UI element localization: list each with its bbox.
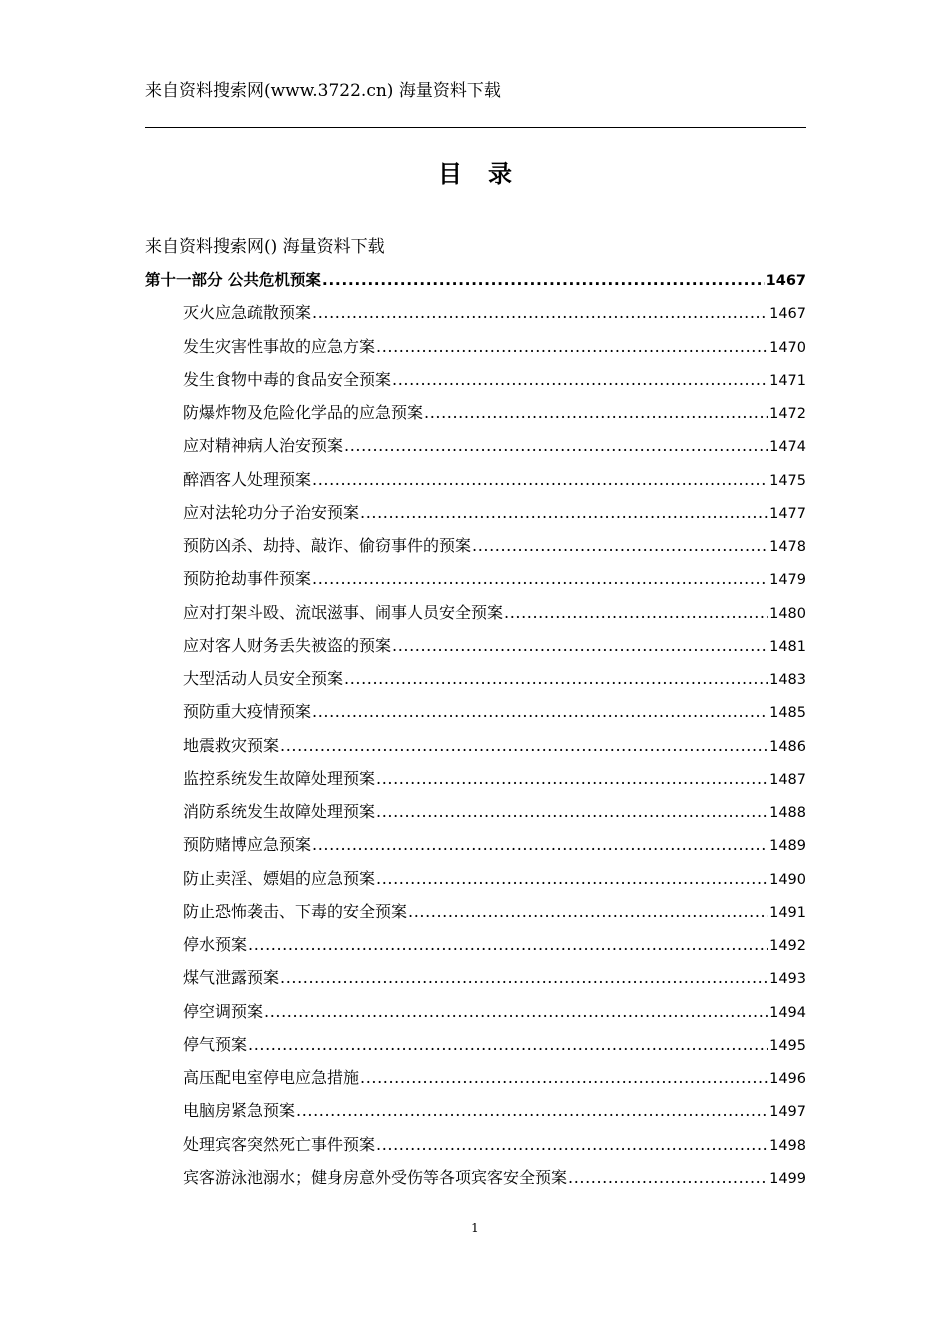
toc-entry-page: 1488	[769, 805, 806, 821]
toc-dot-leader	[504, 599, 768, 627]
toc-entry-label: 高压配电室停电应急措施	[183, 1068, 360, 1087]
toc-entry-label: 预防赌博应急预案	[183, 835, 312, 855]
toc-entry-label: 发生食物中毒的食品安全预案	[183, 369, 392, 389]
toc-dot-leader	[568, 1164, 768, 1192]
toc-entry-page: 1481	[769, 638, 806, 655]
toc-entry[interactable]	[145, 1064, 806, 1097]
toc-entry-label: 预防凶杀、劫持、敲诈、偷窃事件的预案	[183, 536, 472, 555]
toc-entry-label: 应对法轮功分子治安预案	[183, 502, 360, 522]
toc-entry-label: 预防重大疫情预案	[183, 702, 312, 722]
toc-entry-label: 地震救灾预案	[183, 735, 280, 755]
toc-entry-page: 1496	[769, 1071, 806, 1087]
toc-entry-page: 1493	[769, 971, 806, 988]
table-of-contents	[145, 266, 806, 1197]
toc-entry-label: 大型活动人员安全预案	[183, 669, 344, 688]
toc-dot-leader	[280, 964, 768, 992]
toc-entry[interactable]	[145, 831, 806, 864]
toc-dot-leader	[408, 898, 768, 926]
toc-entry-page: 1497	[769, 1104, 806, 1121]
toc-dot-leader	[344, 432, 768, 460]
toc-entry-label: 消防系统发生故障处理预案	[183, 802, 376, 821]
toc-entry[interactable]	[145, 964, 806, 997]
toc-entry-label: 防止卖淫、嫖娼的应急预案	[183, 868, 376, 888]
toc-entry-label: 预防抢劫事件预案	[183, 569, 312, 589]
toc-entry[interactable]	[145, 1164, 806, 1197]
toc-entry[interactable]	[145, 565, 806, 598]
toc-entry-page: 1480	[769, 605, 806, 622]
toc-entry[interactable]	[145, 698, 806, 731]
toc-entry-label: 应对精神病人治安预案	[183, 436, 344, 456]
toc-dot-leader	[344, 665, 768, 693]
toc-entry[interactable]	[145, 798, 806, 831]
toc-entry-label: 醉酒客人处理预案	[183, 469, 312, 489]
intro-line: 来自资料搜索网() 海量资料下载	[145, 237, 385, 257]
toc-entry-page: 1495	[769, 1037, 806, 1054]
toc-entry[interactable]	[145, 599, 806, 632]
toc-entry-label: 停水预案	[183, 935, 248, 954]
toc-entry[interactable]	[145, 632, 806, 665]
toc-dot-leader	[312, 466, 768, 494]
toc-entry-label: 停气预案	[183, 1034, 248, 1054]
toc-dot-leader	[360, 1064, 768, 1092]
toc-entry-page: 1467	[765, 273, 806, 289]
toc-entry-label: 第十一部分 公共危机预案	[145, 271, 321, 289]
toc-entry-label: 防止恐怖袭击、下毒的安全预案	[183, 901, 408, 921]
toc-entry-page: 1467	[769, 306, 806, 323]
page-header: 来自资料搜索网(www.3722.cn) 海量资料下载	[145, 81, 501, 101]
toc-entry[interactable]	[145, 732, 806, 765]
toc-entry[interactable]	[145, 765, 806, 798]
toc-entry-page: 1490	[769, 871, 806, 888]
toc-entry-page: 1471	[769, 372, 806, 389]
toc-entry-label: 处理宾客突然死亡事件预案	[183, 1134, 376, 1154]
toc-entry-page: 1478	[769, 539, 806, 555]
toc-entry[interactable]	[145, 665, 806, 698]
toc-entry-label: 煤气泄露预案	[183, 968, 280, 988]
toc-entry-page: 1498	[769, 1137, 806, 1154]
toc-entry-page: 1479	[769, 572, 806, 589]
toc-entry-label: 防爆炸物及危险化学品的应急预案	[183, 403, 424, 422]
toc-entry-page: 1485	[769, 705, 806, 722]
page-number: 1	[471, 1221, 479, 1235]
toc-dot-leader	[312, 698, 768, 726]
toc-entry-page: 1491	[769, 904, 806, 921]
toc-entry[interactable]	[145, 1097, 806, 1130]
toc-dot-leader	[264, 998, 768, 1026]
toc-entry-label: 电脑房紧急预案	[183, 1101, 296, 1121]
toc-entry-page: 1489	[769, 838, 806, 855]
toc-dot-leader	[424, 399, 768, 427]
toc-entry-page: 1470	[769, 339, 806, 356]
toc-entry-page: 1477	[769, 505, 806, 522]
toc-entry-label: 停空调预案	[183, 1001, 264, 1021]
toc-entry-page: 1494	[769, 1004, 806, 1021]
toc-dot-leader	[312, 299, 768, 327]
toc-entry[interactable]	[145, 532, 806, 565]
toc-dot-leader	[376, 798, 768, 826]
toc-dot-leader	[472, 532, 768, 560]
toc-entry[interactable]	[145, 333, 806, 366]
toc-dot-leader	[360, 499, 768, 527]
toc-entry[interactable]	[145, 931, 806, 964]
toc-entry-label: 灭火应急疏散预案	[183, 303, 312, 323]
toc-entry[interactable]	[145, 299, 806, 332]
toc-entry[interactable]	[145, 432, 806, 465]
toc-entry-label: 监控系统发生故障处理预案	[183, 768, 376, 788]
toc-dot-leader	[312, 565, 768, 593]
toc-entry[interactable]	[145, 399, 806, 432]
toc-entry-page: 1492	[769, 938, 806, 954]
toc-dot-leader	[392, 366, 768, 394]
toc-entry-label: 应对打架斗殴、流氓滋事、闹事人员安全预案	[183, 602, 504, 622]
toc-entry-page: 1475	[769, 472, 806, 489]
toc-entry[interactable]	[145, 1031, 806, 1064]
toc-entry-page: 1472	[769, 406, 806, 422]
toc-entry-label: 宾客游泳池溺水；健身房意外受伤等各项宾客安全预案	[183, 1167, 568, 1187]
toc-entry-page: 1474	[769, 439, 806, 456]
toc-entry[interactable]	[145, 366, 806, 399]
toc-dot-leader	[322, 266, 765, 294]
toc-entry[interactable]	[145, 865, 806, 898]
toc-dot-leader	[376, 765, 768, 793]
toc-dot-leader	[376, 865, 768, 893]
toc-entry-page: 1486	[769, 738, 806, 755]
toc-entry[interactable]	[145, 898, 806, 931]
toc-dot-leader	[376, 1131, 768, 1159]
toc-dot-leader	[248, 931, 768, 959]
toc-entry[interactable]	[145, 998, 806, 1031]
toc-dot-leader	[280, 732, 768, 760]
toc-section-entry[interactable]	[145, 266, 806, 299]
toc-dot-leader	[376, 333, 768, 361]
toc-entry[interactable]	[145, 1131, 806, 1164]
toc-dot-leader	[248, 1031, 768, 1059]
toc-entry-page: 1483	[769, 672, 806, 688]
toc-title: 目录	[438, 159, 538, 188]
toc-dot-leader	[296, 1097, 768, 1125]
toc-entry-label: 发生灾害性事故的应急方案	[183, 336, 376, 356]
toc-entry-page: 1499	[769, 1170, 806, 1187]
toc-entry-label: 应对客人财务丢失被盗的预案	[183, 635, 392, 655]
toc-entry[interactable]	[145, 499, 806, 532]
toc-dot-leader	[392, 632, 768, 660]
toc-entry-page: 1487	[769, 771, 806, 788]
toc-entry[interactable]	[145, 466, 806, 499]
toc-dot-leader	[312, 831, 768, 859]
header-divider	[145, 127, 806, 128]
